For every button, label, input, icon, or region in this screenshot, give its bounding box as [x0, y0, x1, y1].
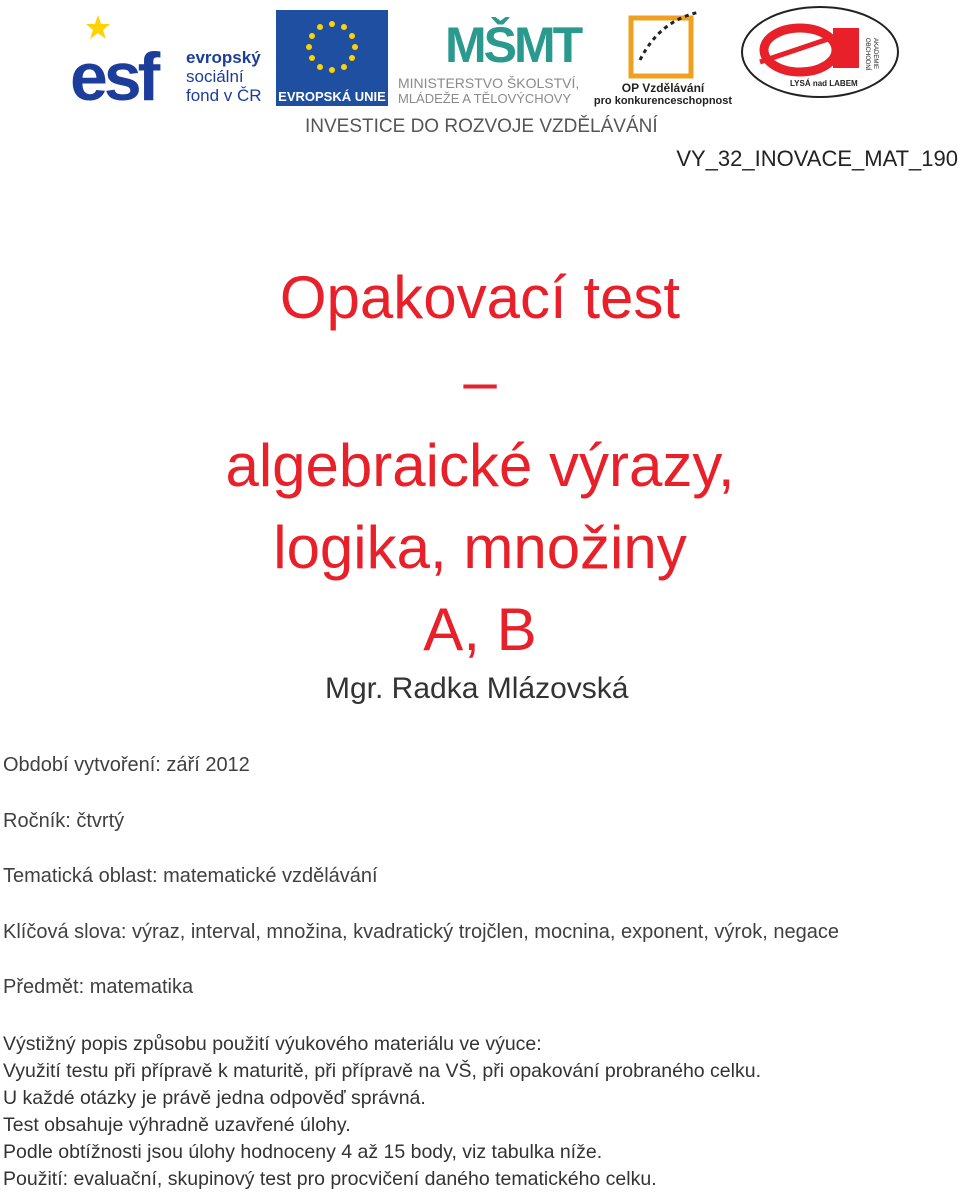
title-line3: algebraické výrazy,: [225, 432, 735, 499]
description-line: Podle obtížnosti jsou úlohy hodnoceny 4 až 15 body, viz tabulka níže.: [3, 1141, 603, 1163]
logo-strip: [0, 0, 960, 140]
description-line: Využití testu při přípravě k maturitě, při přípravě na VŠ, při opakování probraného celku.: [3, 1060, 761, 1082]
eu-flag-logo: [276, 10, 388, 106]
author-name: Mgr. Radka Mlázovská: [325, 672, 629, 705]
document-code: VY_32_INOVACE_MAT_190: [676, 146, 958, 171]
esf-logo: [70, 8, 262, 115]
school-logo: [742, 7, 898, 97]
op-line2: pro konkurenceschopnost: [593, 95, 733, 107]
meta-grade: Ročník: čtvrtý: [3, 810, 125, 832]
title-line4: logika, množiny: [273, 514, 687, 581]
esf-line1: evropský: [186, 48, 261, 67]
msmt-logo: [398, 16, 583, 106]
meta-area: Tematická oblast: matematické vzdělávání: [3, 865, 378, 887]
msmt-line1: MINISTERSTVO ŠKOLSTVÍ,: [398, 75, 580, 91]
svg-text:MŠMT: MŠMT: [445, 17, 581, 73]
school-line2: AKADEMIE: [872, 38, 878, 70]
meta-period: Období vytvoření: září 2012: [3, 754, 250, 776]
title-line5: A, B: [423, 596, 537, 663]
op-logo: [594, 12, 732, 107]
meta-subject: Předmět: matematika: [3, 976, 194, 998]
esf-line2: sociální: [186, 67, 244, 86]
title-line2: –: [463, 348, 497, 415]
eu-label: EVROPSKÁ UNIE: [278, 89, 386, 104]
partner-logos: [0, 0, 960, 140]
description-line: Použití: evaluační, skupinový test pro procvičení daného tematického celku.: [3, 1168, 657, 1190]
op-line1: OP Vzdělávání: [621, 81, 705, 95]
description-line: U každé otázky je právě jedna odpověď správná.: [3, 1087, 426, 1109]
description-block: [3, 1031, 761, 1193]
svg-text:esf: esf: [70, 39, 157, 115]
description-line: Výstižný popis způsobu použití výukového materiálu ve výuce:: [3, 1033, 542, 1055]
description-line: Test obsahuje výhradně uzavřené úlohy.: [3, 1114, 351, 1136]
school-line3: LYSÁ nad LABEM: [790, 79, 858, 88]
banner-text: INVESTICE DO ROZVOJE VZDĚLÁVÁNÍ: [305, 116, 658, 137]
esf-line3: fond v ČR: [186, 86, 262, 105]
meta-keywords: Klíčová slova: výraz, interval, množina, kvadratický trojčlen, mocnina, exponent, výrok, negace: [3, 921, 839, 943]
school-line1: OBCHODNÍ: [864, 38, 870, 71]
msmt-line2: MLÁDEŽE A TĚLOVÝCHOVY: [398, 91, 572, 106]
title-line1: Opakovací test: [279, 264, 681, 331]
